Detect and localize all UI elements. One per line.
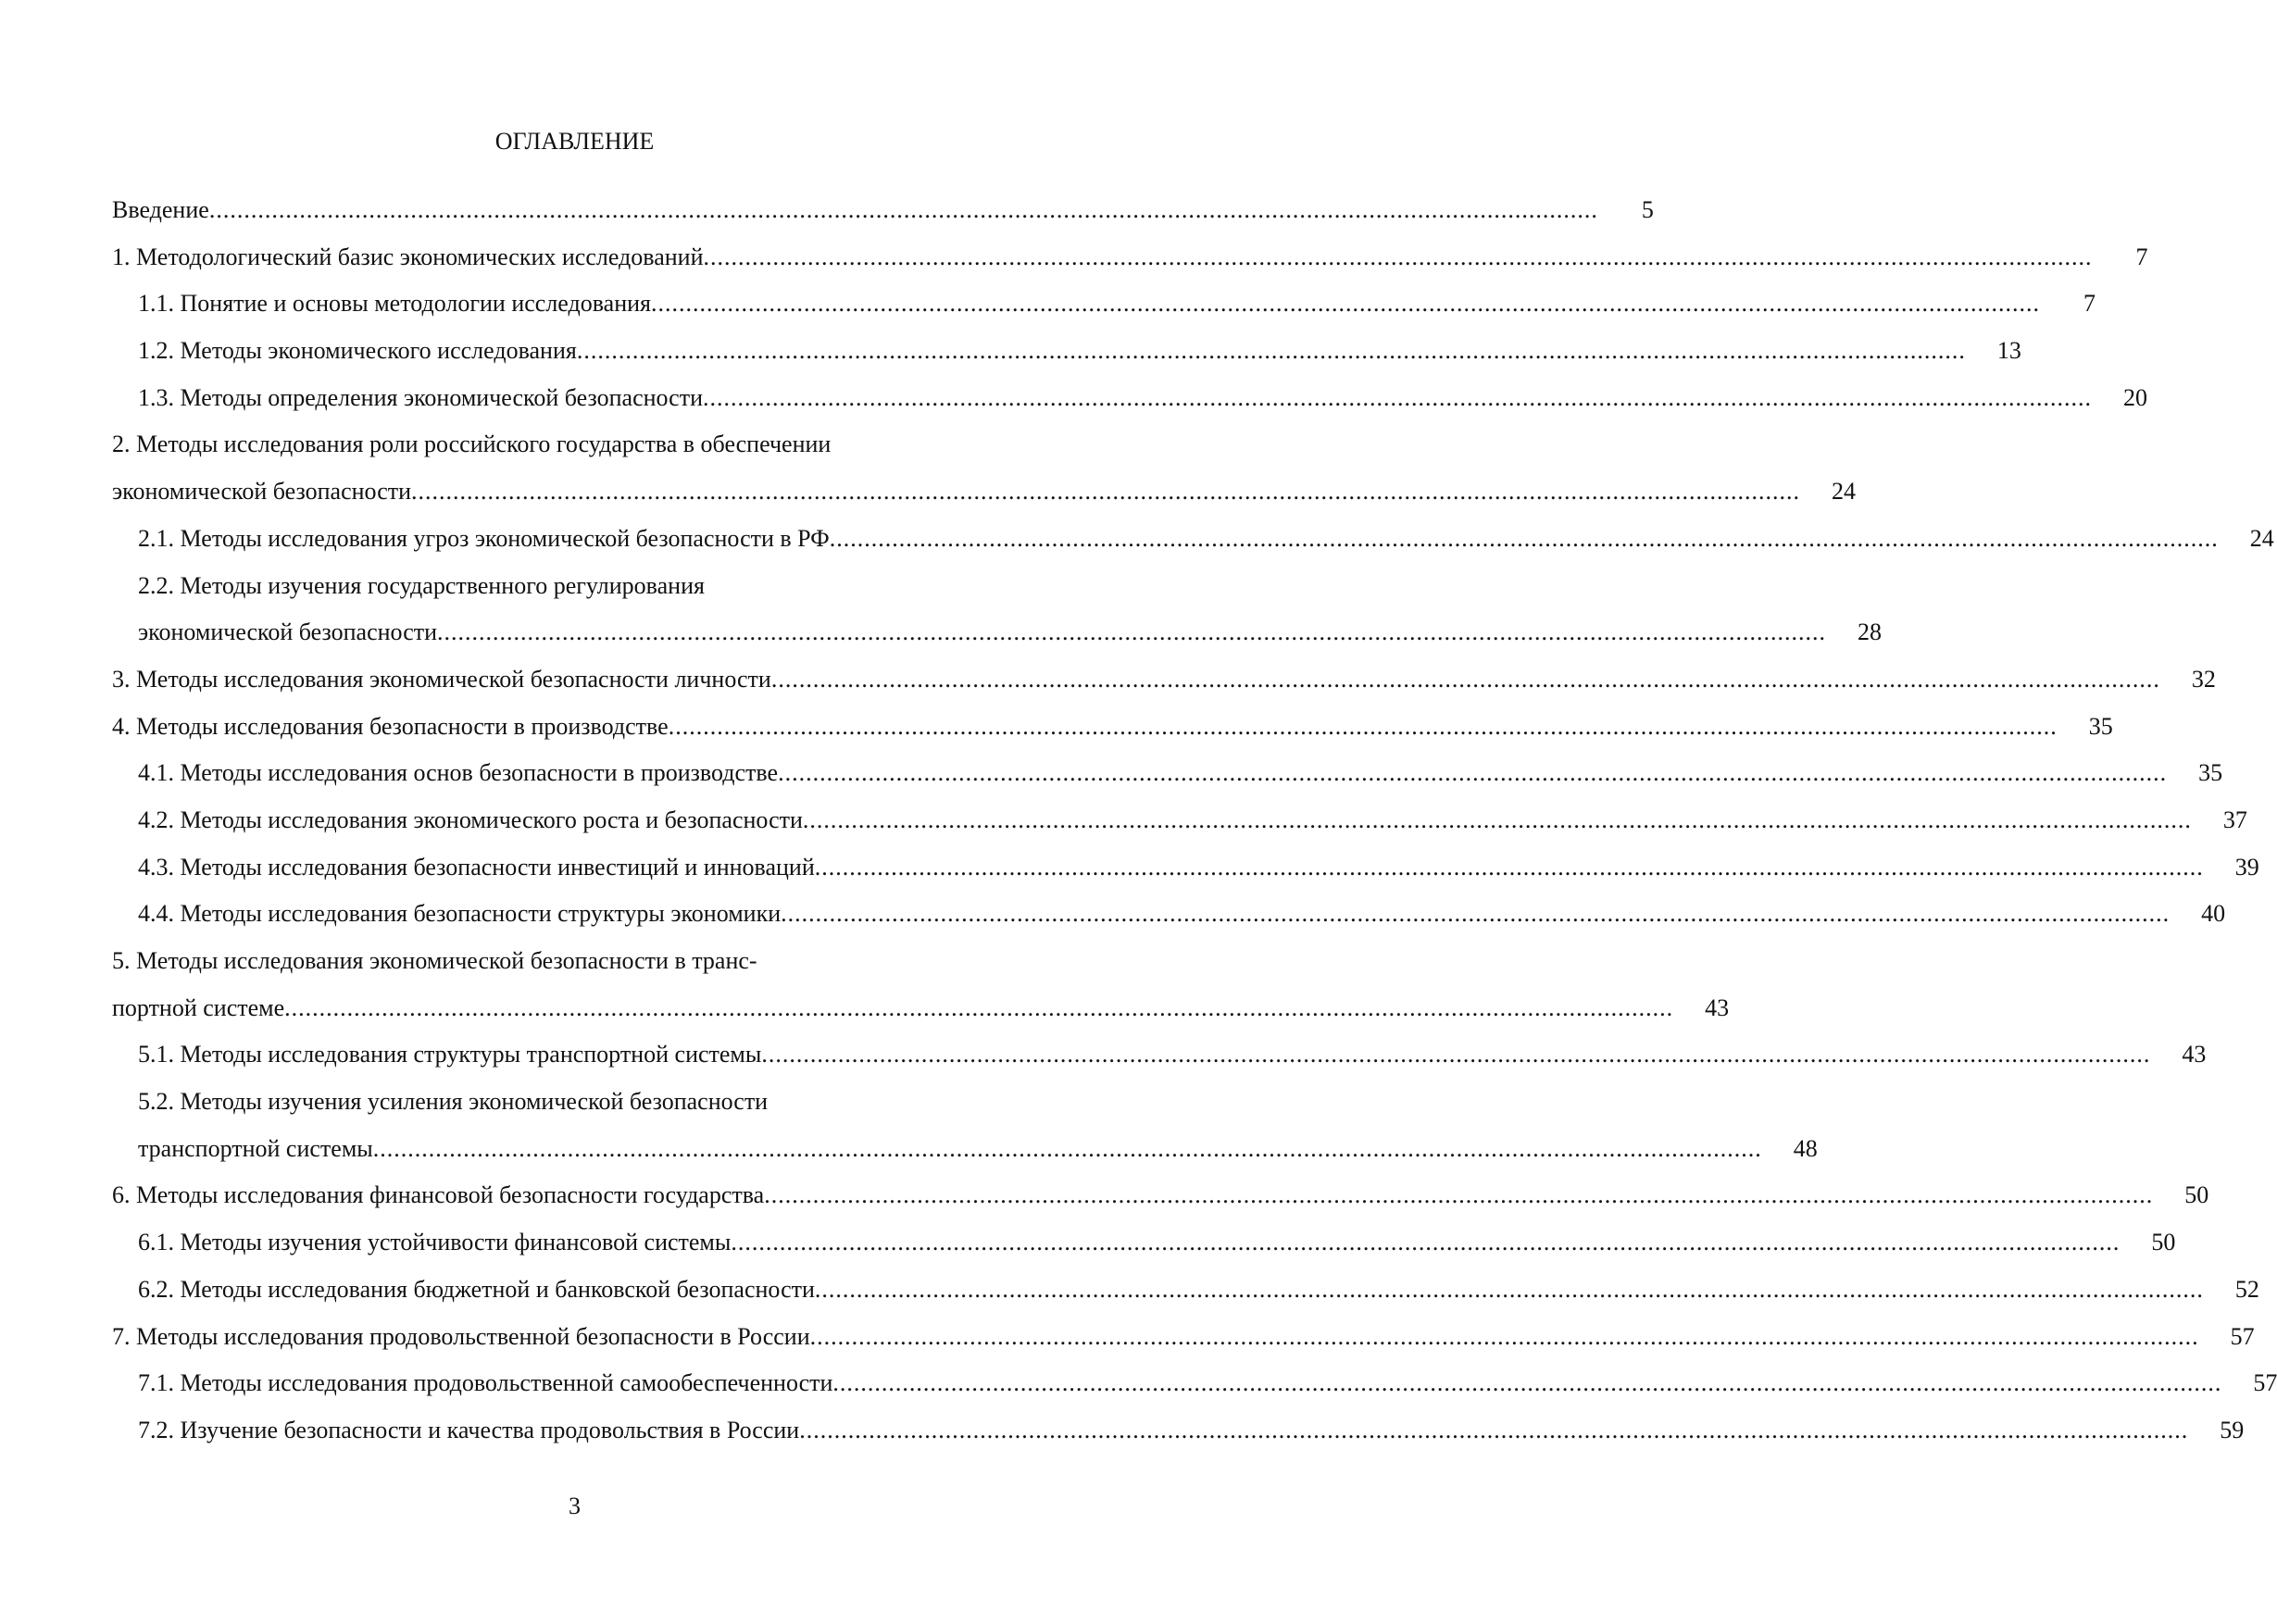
toc-entry[interactable] bbox=[112, 1314, 2255, 1361]
toc-entry-title: 4.2. Методы исследования экономического роста и безопасности bbox=[138, 806, 803, 833]
dot-leader: ........................................................................................................................................................................................................ bbox=[770, 665, 2160, 693]
toc-entry-page: 5 bbox=[1641, 196, 1654, 223]
toc-entry-title: 7. Методы исследования продовольственной безопасности в России bbox=[112, 1322, 810, 1350]
toc-entry[interactable] bbox=[112, 281, 2096, 328]
toc-entry-title: 1.2. Методы экономического исследования bbox=[138, 337, 577, 365]
toc-entry[interactable] bbox=[112, 1031, 2207, 1079]
dot-leader: ........................................................................................................................................................................................................ bbox=[814, 1275, 2204, 1303]
toc-entry-title: экономической безопасности bbox=[112, 478, 412, 506]
toc-entry[interactable] bbox=[112, 797, 2247, 844]
toc-entry[interactable] bbox=[112, 375, 2147, 422]
toc-entry-page bbox=[2157, 1079, 2212, 1126]
toc-entry-page: 48 bbox=[1793, 1134, 1818, 1162]
dot-leader: ........................................................................................................................................................................................................ bbox=[802, 806, 2192, 833]
toc-entry[interactable] bbox=[112, 938, 1023, 985]
toc-title: ОГЛАВЛЕНИЕ bbox=[494, 128, 655, 155]
toc-entry-title: портной системе bbox=[112, 993, 285, 1021]
dot-leader: ........................................................................................................................................................................................................ bbox=[284, 993, 1674, 1021]
toc-entry-title: 2.1. Методы исследования угроз экономической безопасности в РФ bbox=[138, 524, 830, 552]
toc-entry[interactable] bbox=[112, 704, 2113, 751]
toc-entry[interactable] bbox=[112, 1219, 2176, 1267]
dot-leader: ........................................................................................................................................................................................................ bbox=[829, 524, 2219, 552]
dot-leader: ........................................................................................................................................................................................................ bbox=[778, 759, 2168, 787]
toc-entry[interactable] bbox=[112, 609, 1883, 656]
dot-leader: ........................................................................................................................................................................................................ bbox=[411, 478, 1801, 506]
dot-leader: ........................................................................................................................................................................................................ bbox=[703, 243, 2093, 270]
dot-leader: ........................................................................................................................................................................................................ bbox=[651, 290, 2040, 318]
toc-entry-page: 57 bbox=[2230, 1322, 2255, 1350]
toc-entry-title: экономической безопасности bbox=[138, 618, 438, 646]
toc-entry-page: 7 bbox=[2083, 290, 2096, 318]
toc-entry[interactable] bbox=[112, 891, 2226, 938]
toc-entry-page: 24 bbox=[1832, 478, 1857, 506]
dot-leader: ........................................................................................................................................................................................................ bbox=[799, 1416, 2189, 1443]
toc-entry[interactable] bbox=[112, 1267, 2259, 1314]
toc-entry-title: 1. Методологический базис экономических исследований bbox=[112, 243, 704, 270]
toc-entry[interactable] bbox=[112, 468, 1857, 516]
toc-entry[interactable] bbox=[112, 563, 1023, 610]
toc-entry-page bbox=[2220, 421, 2275, 468]
dot-leader: ........................................................................................................................................................................................................ bbox=[437, 618, 1827, 646]
toc-entry[interactable] bbox=[112, 328, 2021, 375]
page-number: 3 bbox=[569, 1493, 581, 1519]
toc-entry-title: 3. Методы исследования экономической безопасности личности bbox=[112, 665, 771, 693]
toc-entry-page: 57 bbox=[2253, 1369, 2277, 1397]
toc-entry-title: 1.3. Методы определения экономической безопасности bbox=[138, 383, 703, 411]
toc-entry[interactable] bbox=[112, 985, 1730, 1032]
dot-leader: ........................................................................................................................................................................................................ bbox=[208, 196, 1598, 223]
toc-entry-page: 52 bbox=[2234, 1275, 2259, 1303]
toc-entry[interactable] bbox=[112, 234, 2148, 281]
toc-entry-title: 6.1. Методы изучения устойчивости финансовой системы bbox=[138, 1229, 732, 1256]
toc-entry-title: 1.1. Понятие и основы методологии исследования bbox=[138, 290, 651, 318]
toc-entry-title: 2.2. Методы изучения государственного регулирования bbox=[138, 571, 705, 599]
toc-entry-title: 4.1. Методы исследования основ безопасности в производстве bbox=[138, 759, 779, 787]
toc-entry-page: 20 bbox=[2122, 383, 2147, 411]
toc-entry-title: 6. Методы исследования финансовой безопасности государства bbox=[112, 1181, 765, 1209]
toc-entry-page: 39 bbox=[2234, 853, 2259, 881]
dot-leader: ........................................................................................................................................................................................................ bbox=[814, 853, 2204, 881]
toc-entry[interactable] bbox=[112, 1407, 2245, 1455]
dot-leader: ........................................................................................................................................................................................................ bbox=[764, 1181, 2154, 1209]
toc-entry-title: 7.2. Изучение безопасности и качества продовольствия в России bbox=[138, 1416, 800, 1443]
toc-entry[interactable] bbox=[112, 187, 1654, 234]
toc-entry-title: 4. Методы исследования безопасности в производстве bbox=[112, 712, 669, 740]
toc-entry-title: 4.4. Методы исследования безопасности структуры экономики bbox=[138, 900, 782, 928]
dot-leader: ........................................................................................................................................................................................................ bbox=[832, 1369, 2222, 1397]
toc-entry[interactable] bbox=[112, 750, 2223, 797]
toc-entry-page: 35 bbox=[2088, 712, 2113, 740]
toc-entry[interactable] bbox=[112, 1079, 1023, 1126]
toc-entry-page bbox=[2094, 563, 2149, 610]
toc-entry[interactable] bbox=[112, 844, 2259, 892]
dot-leader: ........................................................................................................................................................................................................ bbox=[809, 1322, 2199, 1350]
toc-entry-title: 5.1. Методы исследования структуры транспортной системы bbox=[138, 1041, 762, 1068]
toc-entry-title: 5.2. Методы изучения усиления экономической безопасности bbox=[138, 1088, 769, 1116]
dot-leader: ........................................................................................................................................................................................................ bbox=[372, 1134, 1762, 1162]
toc-entry[interactable] bbox=[112, 421, 1023, 468]
toc-entry-page: 13 bbox=[1996, 337, 2021, 365]
dot-leader: ........................................................................................................................................................................................................ bbox=[702, 383, 2092, 411]
toc-entry-title: транспортной системы bbox=[138, 1134, 373, 1162]
dot-leader: ........................................................................................................................................................................................................ bbox=[668, 712, 2058, 740]
toc-entry-page: 50 bbox=[2184, 1181, 2209, 1209]
toc-entry-page: 40 bbox=[2201, 900, 2226, 928]
toc-entry[interactable] bbox=[112, 516, 2274, 563]
toc-entry-page: 50 bbox=[2151, 1229, 2176, 1256]
toc-entry-page: 43 bbox=[1705, 993, 1730, 1021]
dot-leader: ........................................................................................................................................................................................................ bbox=[781, 900, 2171, 928]
toc-entry-page: 7 bbox=[2135, 243, 2148, 270]
toc-entry-page: 35 bbox=[2198, 759, 2223, 787]
toc-entry-page: 28 bbox=[1858, 618, 1883, 646]
toc-entry-page: 24 bbox=[2249, 524, 2274, 552]
table-of-contents bbox=[112, 187, 2277, 1455]
toc-entry-page bbox=[2146, 938, 2202, 985]
dot-leader: ........................................................................................................................................................................................................ bbox=[761, 1041, 2151, 1068]
toc-entry-page: 43 bbox=[2182, 1041, 2207, 1068]
toc-entry[interactable] bbox=[112, 1360, 2277, 1407]
dot-leader: ........................................................................................................................................................................................................ bbox=[576, 337, 1966, 365]
toc-entry[interactable] bbox=[112, 1172, 2209, 1219]
toc-entry-title: 5. Методы исследования экономической безопасности в транс- bbox=[112, 947, 757, 974]
toc-entry-title: 7.1. Методы исследования продовольственной самообеспеченности bbox=[138, 1369, 833, 1397]
toc-entry-page: 59 bbox=[2220, 1416, 2245, 1443]
toc-entry-title: 6.2. Методы исследования бюджетной и банковской безопасности bbox=[138, 1275, 815, 1303]
toc-entry-title: Введение bbox=[112, 196, 209, 223]
toc-entry-title: 4.3. Методы исследования безопасности инвестиций и инноваций bbox=[138, 853, 815, 881]
toc-entry-page: 37 bbox=[2222, 806, 2247, 833]
toc-entry[interactable] bbox=[112, 1126, 1818, 1173]
toc-entry-page: 32 bbox=[2191, 665, 2216, 693]
dot-leader: ........................................................................................................................................................................................................ bbox=[731, 1229, 2121, 1256]
toc-entry-title: 2. Методы исследования роли российского государства в обеспечении bbox=[112, 431, 832, 458]
toc-entry[interactable] bbox=[112, 656, 2216, 704]
